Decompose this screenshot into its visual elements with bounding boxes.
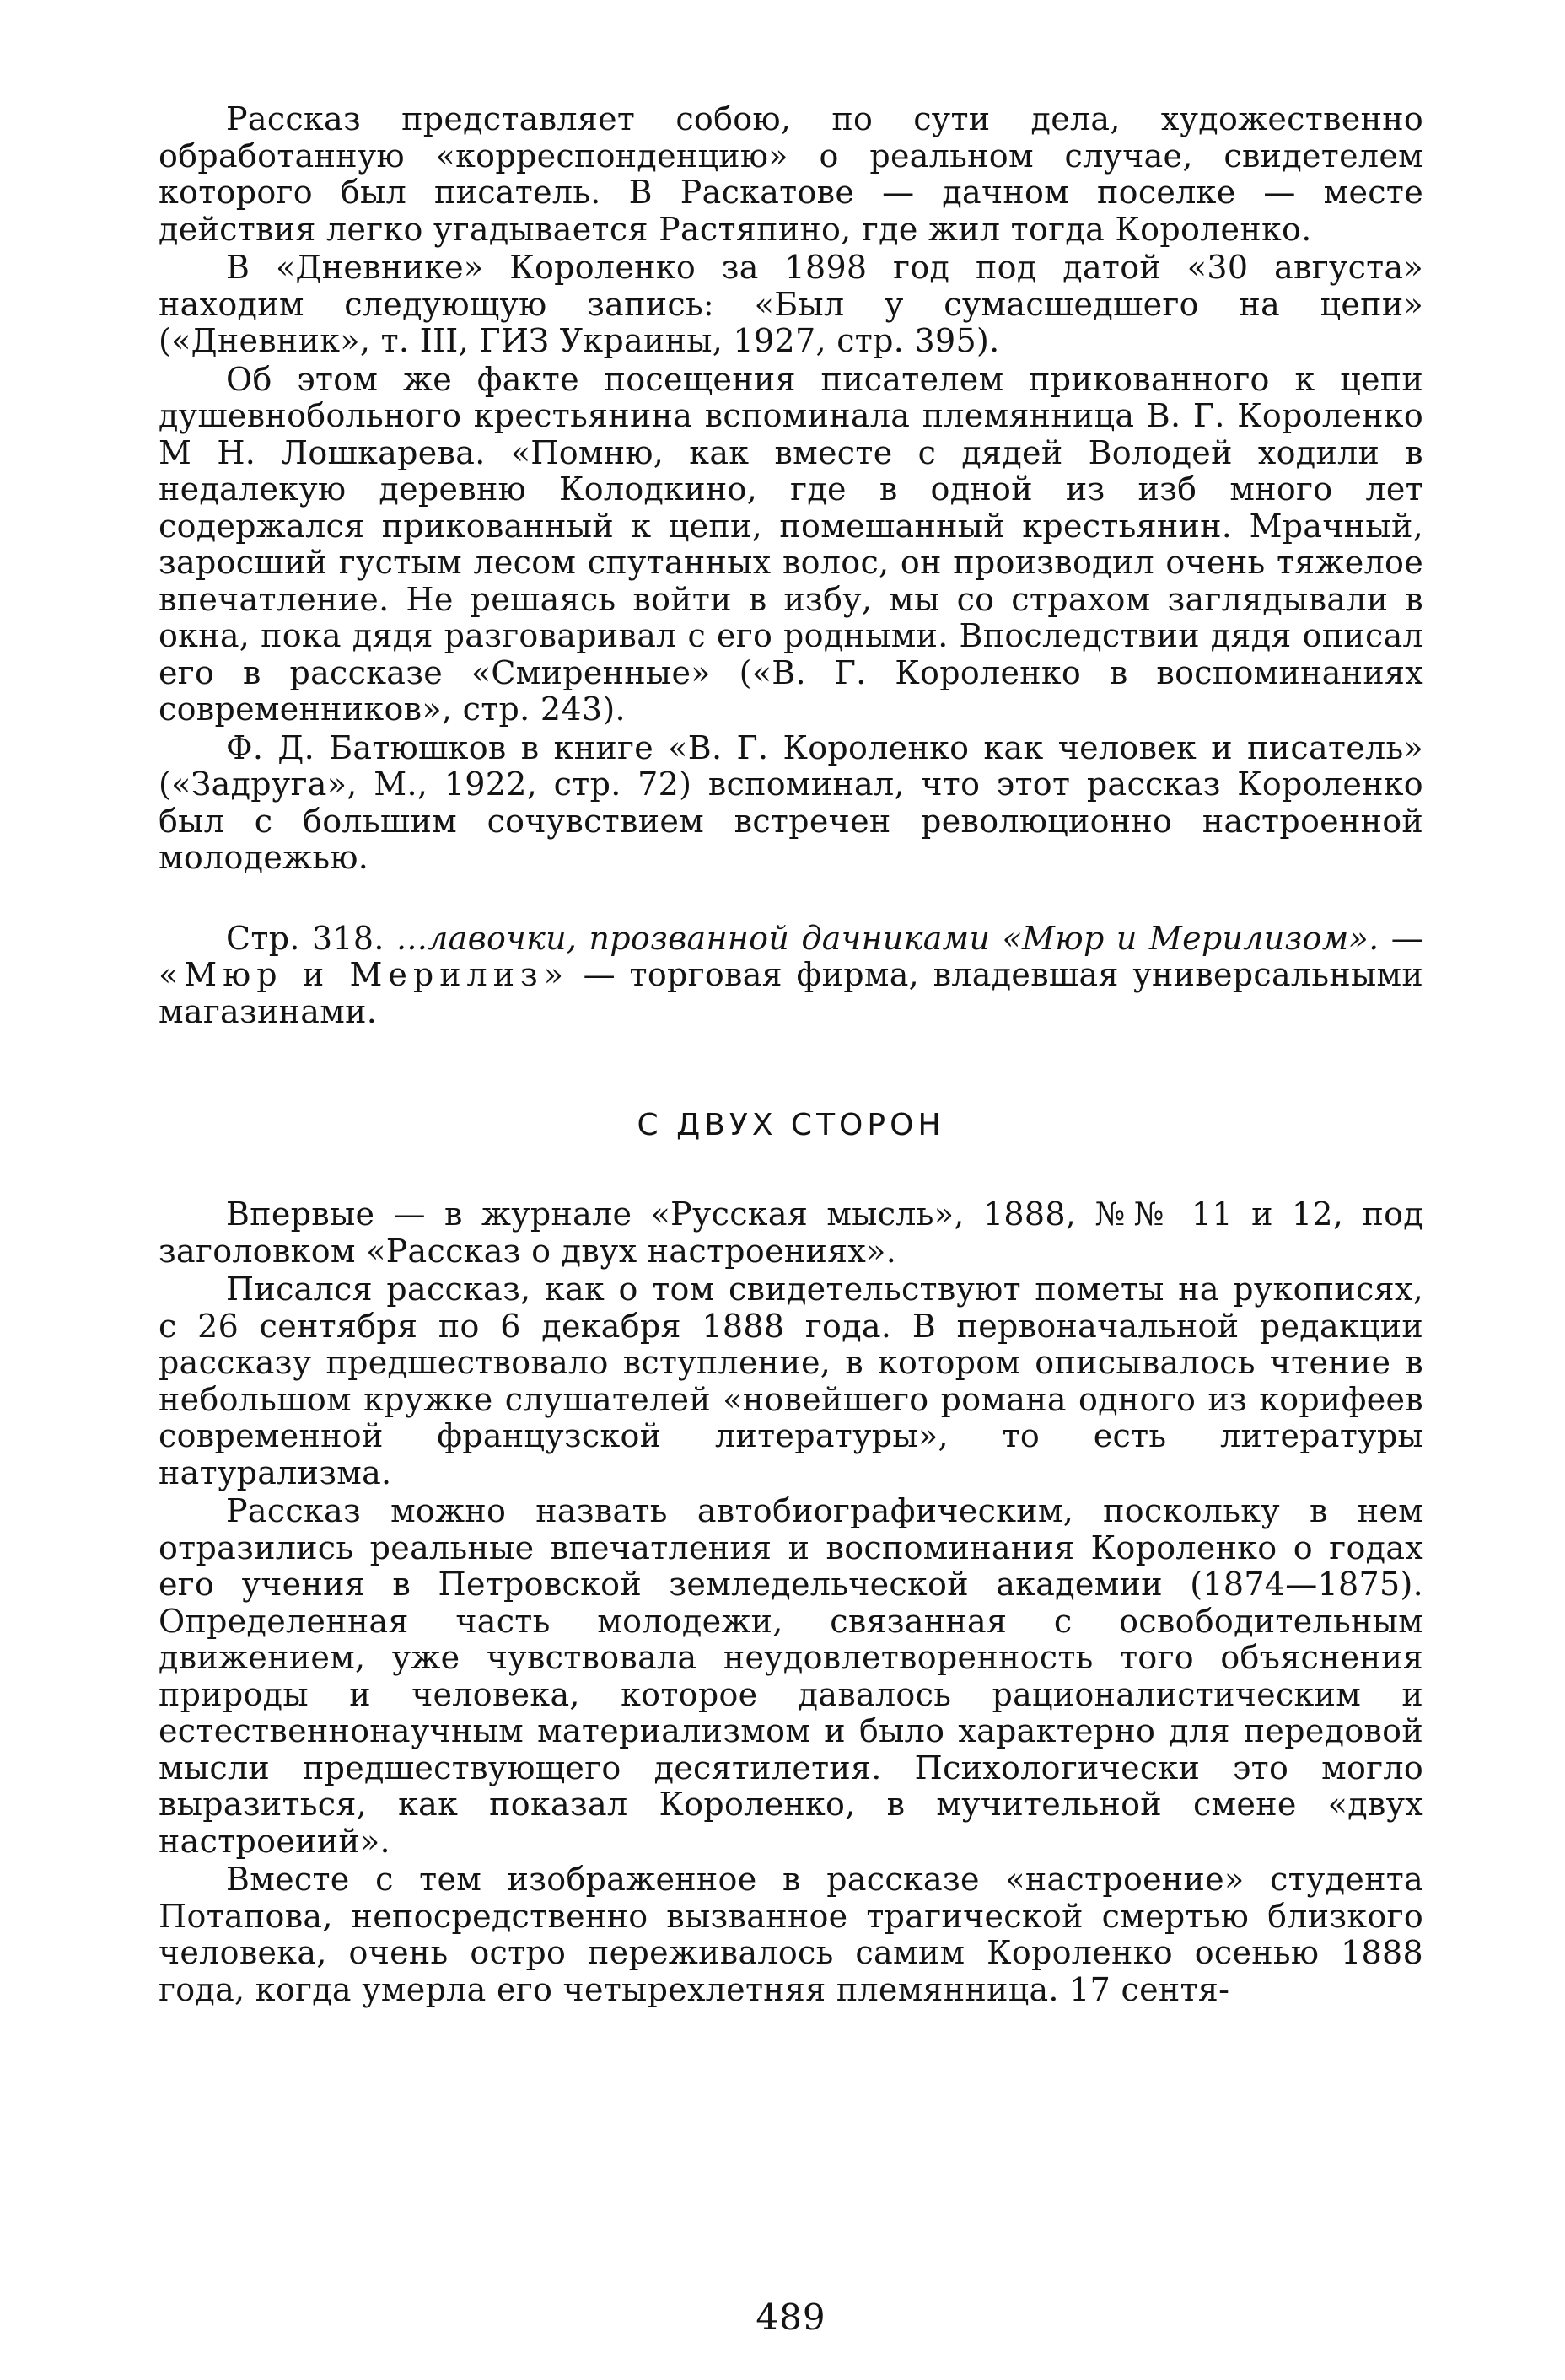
paragraph-writing-dates: Писался рассказ, как о том свидетельствуют пометы на рукописях, с 26 сентября по 6 декабря 1888 года. В первоначальной редакции рассказу предшествовало вступление, в котором описывалось чтение в небольшом кружке слушателей «новейшего романа одного из корифеев современной французской литературы», то есть литературы натурализма. bbox=[159, 1271, 1423, 1491]
note-page-ref: Стр. 318. bbox=[226, 919, 385, 957]
note-quote: ...лавочки, прозванной дачниками «Мюр и Мерилизом». bbox=[396, 919, 1379, 957]
footnote-page-318 bbox=[159, 921, 1423, 1031]
paragraph-loshkareva-memoir: Об этом же факте посещения писателем прикованного к цепи душевнобольного крестьянина вспоминала племянница В. Г. Короленко М Н. Лошкарева. «Помню, как вместе с дядей Володей ходили в недалекую деревню Колодкино, где в одной из изб много лет содержался прикованный к цепи, помешанный крестьянин. Мрачный, заросший густым лесом спутанных волос, он производил очень тяжелое впечатление. Не решаясь войти в избу, мы со страхом заглядывали в окна, пока дядя разговаривал с его родными. Впоследствии дядя описал его в рассказе «Смиренные» («В. Г. Короленко в воспоминаниях современников», стр. 243). bbox=[159, 360, 1423, 728]
paragraph-autobiographical: Рассказ можно назвать автобиографическим, поскольку в нем отразились реальные впечатления и воспоминания Короленко о годах его учения в Петровской земледельческой академии (1874—1875). Определенная часть молодежи, связанная с освободительным движением, уже чувствовала неудовлетворенность того объяснения природы и человека, которое давалось рационалистическим и естественнонаучным материализмом и было характерно для передовой мысли предшествующего десятилетия. Психологически это могло выразиться, как показал Короленко, в мучительной смене «двух настроеиий». bbox=[159, 1492, 1423, 1860]
paragraph-batyushkov: Ф. Д. Батюшков в книге «В. Г. Короленко как человек и писатель» («Задруга», М., 1922, стр. 72) вспоминал, что этот рассказ Короленко был с большим сочувствием встречен революционно настроенной молодежью. bbox=[159, 728, 1423, 876]
book-page bbox=[159, 100, 1424, 2338]
section-title: С ДВУХ СТОРОН bbox=[637, 1108, 945, 1142]
note-dash: — bbox=[1379, 919, 1424, 957]
page-number: 489 bbox=[756, 2297, 826, 2338]
paragraph-potapov: Вместе с тем изображенное в рассказе «настроение» студента Потапова, непосредственно вызванное трагической смертью близкого человека, очень остро переживалось самим Короленко осенью 1888 года, когда умерла его четырехлетняя племянница. 17 сентя- bbox=[159, 1861, 1423, 2008]
note-explanation: — торговая фирма, владевшая универсальными магазинами. bbox=[159, 956, 1423, 1030]
paragraph-diary-entry: В «Дневнике» Короленко за 1898 год под датой «30 августа» находим следующую запись: «Был у сумасшедшего на цепи» («Дневник», т. III, ГИЗ Украины, 1927, стр. 395). bbox=[159, 249, 1423, 359]
paragraph-rasskaz-intro: Рассказ представляет собою, по сути дела, художественно обработанную «корреспонденцию» о реальном случае, свидетелем которого был писатель. В Раскатове — дачном поселке — месте действия легко угадывается Растяпино, где жил тогда Короленко. bbox=[159, 100, 1423, 248]
paragraph-first-publication: Впервые — в журнале «Русская мысль», 1888, №№ 11 и 12, под заголовком «Рассказ о двух настроениях». bbox=[159, 1195, 1423, 1270]
note-firm-name: «Мюр и Мерилиз» bbox=[159, 956, 569, 993]
